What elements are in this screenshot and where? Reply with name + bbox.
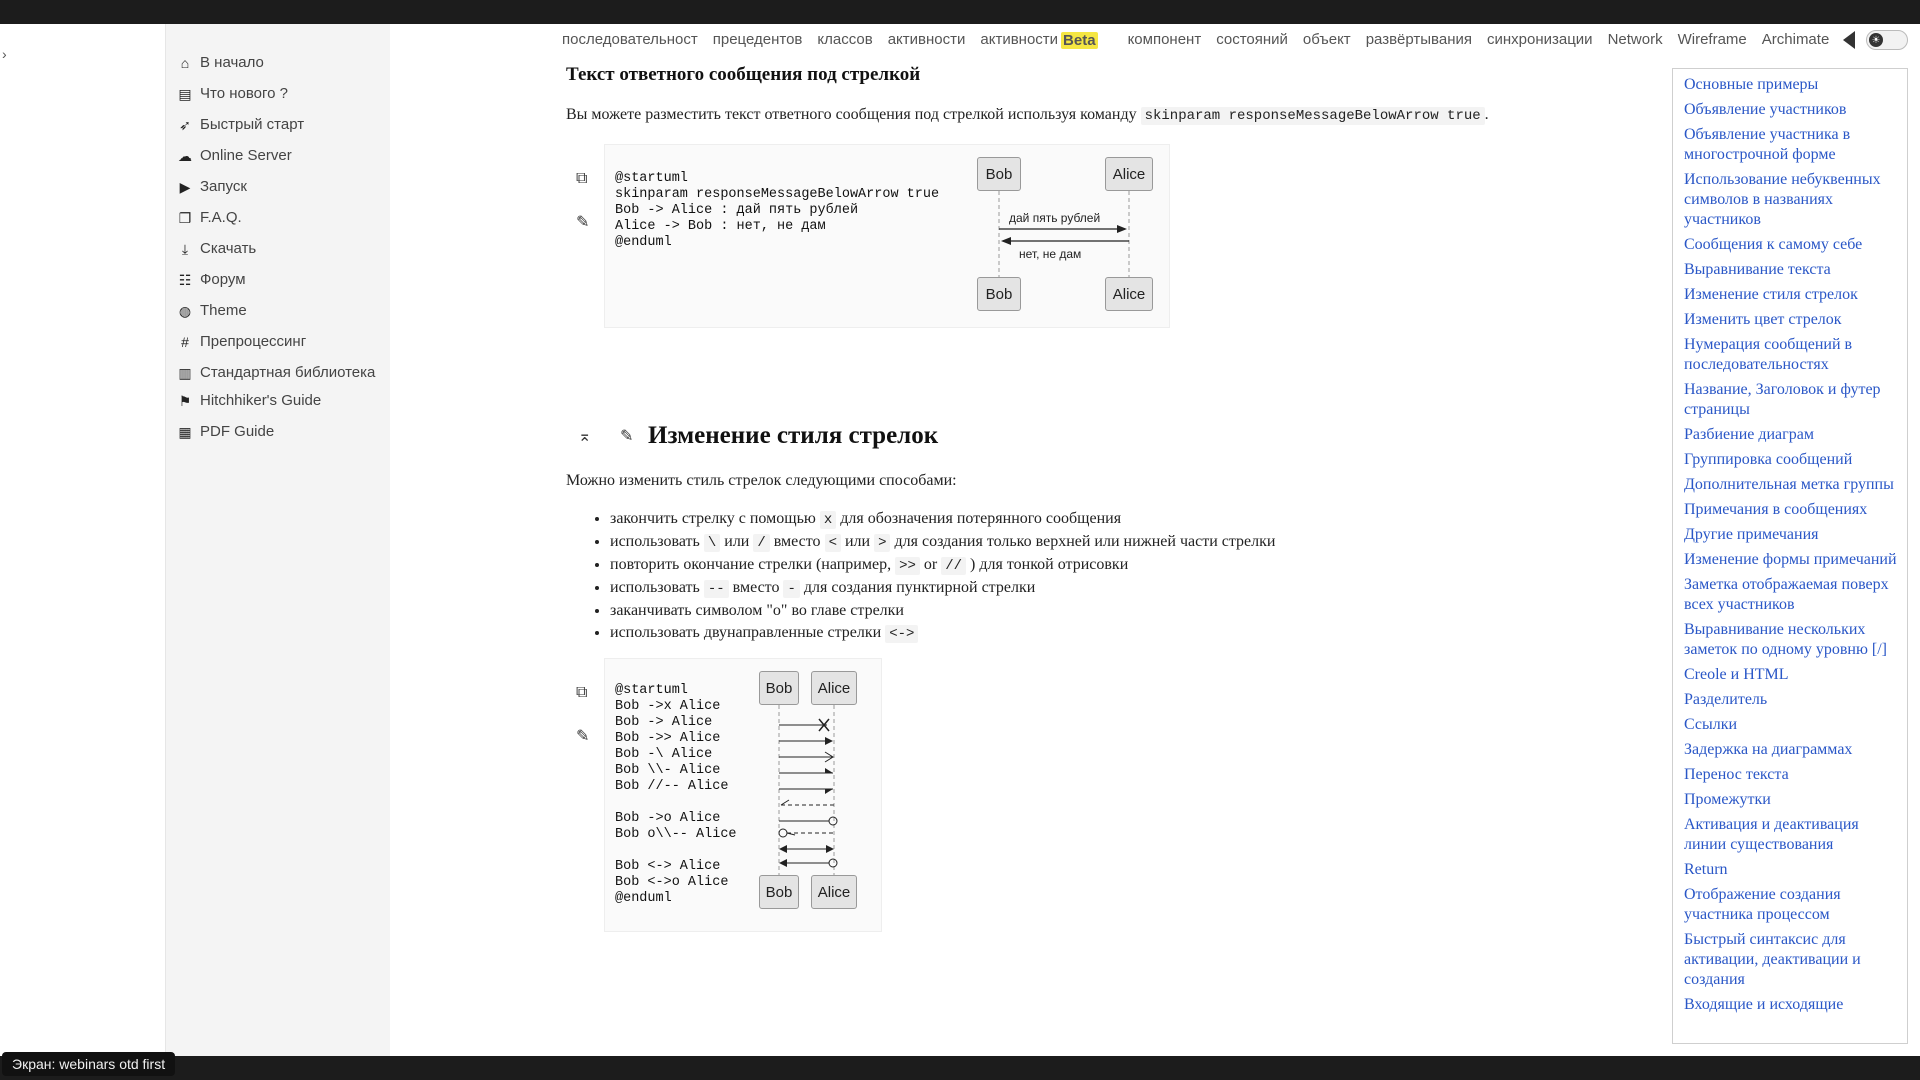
toc-link[interactable]: Выравнивание текста — [1684, 261, 1831, 278]
nav-link[interactable]: Archimate — [1761, 31, 1830, 49]
nav-link[interactable]: Wireframe — [1677, 31, 1747, 49]
sidebar-item-label: Препроцессинг — [200, 333, 307, 350]
sidebar-item[interactable] — [166, 392, 390, 410]
copy-icon[interactable]: ⧉ — [576, 168, 588, 187]
play-icon: ▶ — [179, 179, 191, 195]
nav-link[interactable]: развёртывания — [1365, 31, 1472, 49]
edit-icon[interactable]: ✎ — [576, 212, 590, 231]
diagram-type-nav — [390, 24, 1920, 56]
main-content — [390, 56, 1670, 1056]
inline-code: / — [753, 534, 769, 552]
toc-link[interactable]: Промежутки — [1684, 791, 1771, 808]
list-item: • заканчивать символом "o" во главе стрелки — [610, 600, 1275, 622]
inline-code: \ — [704, 534, 720, 552]
toc-link[interactable]: Отображение создания участника процессом — [1684, 886, 1841, 923]
toc-link[interactable]: Перенос текста — [1684, 766, 1789, 783]
chevron-right-icon[interactable]: › — [2, 46, 7, 62]
uml-source[interactable]: @startuml Bob ->x Alice Bob -> Alice Bob ->> Alice Bob -\ Alice Bob \\- Alice Bob //-- Alice Bob ->o Alice Bob o\\-- Alice Bob <-> Alice Bob <->o Alice @enduml — [615, 683, 737, 906]
sidebar-item[interactable] — [166, 147, 390, 165]
uml-source[interactable]: @startuml skinparam responseMessageBelowArrow true Bob -> Alice : дай пять рублей Alice -> Bob : нет, не дам @enduml — [615, 171, 940, 250]
screen-share-label: Экран: webinars otd first — [2, 1052, 175, 1076]
list-item: • использовать двунаправленные стрелки <-> — [610, 622, 1275, 645]
toc-link[interactable]: Другие примечания — [1684, 526, 1819, 543]
toc-link[interactable]: Заметка отображаемая поверх всех участников — [1684, 576, 1889, 613]
arrow-styles-diagram — [605, 659, 883, 933]
palette-icon: ◍ — [178, 303, 192, 319]
toc-link[interactable]: Creole и HTML — [1684, 666, 1789, 683]
sequence-lines — [605, 145, 1171, 329]
top-bar — [0, 0, 1920, 24]
nav-link[interactable]: классов — [817, 31, 873, 49]
participant-alice-bottom: Alice — [811, 875, 857, 909]
sidebar-item-label: Быстрый старт — [200, 116, 305, 133]
toc-link[interactable]: Объявление участника в многострочной форме — [1684, 126, 1851, 163]
participant-alice-top: Alice — [1105, 157, 1153, 191]
inline-code: < — [825, 534, 841, 552]
sidebar-item-label: Online Server — [200, 147, 292, 164]
sidebar-item-label: F.A.Q. — [200, 209, 242, 226]
collapse-left-icon[interactable] — [1843, 31, 1855, 49]
left-panel — [0, 24, 166, 1056]
toc-link[interactable]: Основные примеры — [1684, 76, 1819, 93]
toc-link[interactable]: Выравнивание нескольких заметок по одному уровню [/] — [1684, 621, 1887, 658]
sidebar-item[interactable] — [166, 364, 390, 382]
sidebar-item[interactable] — [166, 240, 390, 258]
participant-bob-bottom: Bob — [977, 277, 1021, 311]
toc-link[interactable]: Использование небуквенных символов в названиях участников — [1684, 171, 1881, 228]
sidebar-item[interactable] — [166, 333, 390, 351]
nav-link[interactable]: прецедентов — [712, 31, 803, 49]
sidebar — [166, 24, 390, 1056]
sidebar-item-label: Форум — [200, 271, 246, 288]
sidebar-item[interactable] — [166, 302, 390, 320]
theme-toggle[interactable] — [1866, 30, 1908, 50]
list-item: • повторить окончание стрелки (например, >> or // ) для тонкой отрисовки — [610, 554, 1275, 577]
nav-link[interactable]: объект — [1302, 31, 1351, 49]
message-label-1: дай пять рублей — [1009, 211, 1101, 225]
nav-link[interactable]: Network — [1607, 31, 1663, 49]
sidebar-item[interactable] — [166, 423, 390, 441]
inline-code: - — [783, 580, 799, 598]
nav-link[interactable]: активности Beta — [980, 31, 1096, 49]
sidebar-item[interactable] — [166, 54, 390, 72]
inline-code: -- — [704, 580, 729, 598]
sidebar-item-label: Запуск — [200, 178, 247, 195]
cloud-icon: ☁ — [178, 148, 192, 164]
nav-link[interactable]: состояний — [1216, 31, 1288, 49]
toc-link[interactable]: Разделитель — [1684, 691, 1768, 708]
inline-code: >> — [895, 557, 920, 575]
sidebar-item-label: Что нового ? — [200, 85, 288, 102]
inline-code: > — [874, 534, 890, 552]
participant-alice-bottom: Alice — [1105, 277, 1153, 311]
inline-code: x — [820, 511, 836, 529]
inline-code: <-> — [885, 625, 918, 643]
sidebar-item[interactable] — [166, 116, 390, 134]
participant-alice-top: Alice — [811, 671, 857, 705]
arrow-style-list — [594, 508, 1275, 645]
section-heading-response-message: Текст ответного сообщения под стрелкой — [566, 64, 921, 85]
toc-link[interactable]: Активация и деактивация линии существования — [1684, 816, 1859, 853]
signpost-icon: ⚑ — [178, 393, 192, 409]
sidebar-item-label: PDF Guide — [200, 423, 275, 440]
nav-link[interactable]: компонент — [1127, 31, 1202, 49]
sidebar-item-label: Theme — [200, 302, 247, 319]
chat-icon: ❐ — [178, 210, 192, 226]
sidebar-item[interactable] — [166, 85, 390, 103]
nav-link[interactable]: последовательност — [562, 31, 698, 49]
toc-link[interactable]: Изменить цвет стрелок — [1684, 311, 1842, 328]
toc-link[interactable]: Нумерация сообщений в последовательностях — [1684, 336, 1853, 373]
toc-link[interactable]: Сообщения к самому себе — [1684, 236, 1863, 253]
toc-link[interactable]: Ссылки — [1684, 716, 1738, 733]
bottom-bar — [0, 1056, 1920, 1080]
list-item: • использовать -- вместо - для создания пунктирной стрелки — [610, 577, 1275, 600]
inline-code: // — [941, 557, 966, 575]
copy-icon[interactable]: ⧉ — [576, 682, 588, 701]
toc-link[interactable]: Изменение формы примечаний — [1684, 551, 1897, 568]
toc-link[interactable]: Return — [1684, 861, 1728, 878]
table-of-contents — [1672, 68, 1908, 1044]
toc-link[interactable]: Группировка сообщений — [1684, 451, 1853, 468]
hash-icon: # — [181, 334, 189, 350]
sidebar-item[interactable] — [166, 209, 390, 227]
participant-bob-top: Bob — [759, 671, 799, 705]
sidebar-item-label: В начало — [200, 54, 264, 71]
toc-link[interactable]: Быстрый синтаксис для активации, деактивации и создания — [1684, 931, 1861, 988]
edit-section-icon[interactable]: ✎ — [620, 426, 634, 445]
nav-link[interactable]: активности — [887, 31, 966, 49]
list-item: • использовать \ или / вместо < или > для создания только верхней или нижней части стрелки — [610, 531, 1275, 554]
message-label-2: нет, не дам — [1019, 247, 1082, 261]
toc-link[interactable]: Задержка на диаграммах — [1684, 741, 1853, 758]
nav-link[interactable]: синхронизации — [1486, 31, 1593, 49]
book-icon: ▦ — [178, 424, 192, 440]
example-box — [604, 144, 1170, 328]
sidebar-item[interactable] — [166, 271, 390, 289]
forum-icon: ☷ — [178, 272, 192, 288]
edit-icon[interactable]: ✎ — [576, 726, 590, 745]
toc-link[interactable]: Входящие и исходящие — [1684, 996, 1844, 1013]
toc-link[interactable]: Объявление участников — [1684, 101, 1847, 118]
collapse-up-icon[interactable]: ⌅ — [578, 426, 592, 445]
toc-link[interactable]: Изменение стиля стрелок — [1684, 286, 1858, 303]
sidebar-item-label: Скачать — [200, 240, 257, 257]
list-item: • закончить стрелку с помощью x для обозначения потерянного сообщения — [610, 508, 1275, 531]
beta-badge: Beta — [1063, 31, 1096, 49]
section-heading-arrow-style: Изменение стиля стрелок — [648, 422, 939, 449]
toc-link[interactable]: Дополнительная метка группы — [1684, 476, 1894, 493]
inline-code: skinparam responseMessageBelowArrow true — [1141, 107, 1485, 125]
toc-link[interactable]: Разбиение диаграм — [1684, 426, 1814, 443]
example-box — [604, 658, 882, 932]
section-paragraph: Вы можете разместить текст ответного сообщения под стрелкой используя команду skinparam responseMessageBelowArrow true . — [566, 106, 1489, 124]
section-intro: Можно изменить стиль стрелок следующими способами: — [566, 472, 957, 489]
sidebar-item-label: Стандартная библиотека — [200, 364, 376, 381]
toc-link[interactable]: Название, Заголовок и футер страницы — [1684, 381, 1881, 418]
rocket-icon: ➶ — [179, 117, 191, 133]
home-icon: ⌂ — [180, 55, 190, 71]
library-icon: ▥ — [178, 365, 192, 381]
document-icon: ▤ — [178, 86, 192, 102]
sidebar-item-label: Hitchhiker's Guide — [200, 392, 322, 409]
participant-bob-top: Bob — [977, 157, 1021, 191]
sun-icon: ☀ — [1869, 33, 1883, 47]
download-icon: ⤓ — [181, 241, 189, 257]
participant-bob-bottom: Bob — [759, 875, 799, 909]
toc-link[interactable]: Примечания в сообщениях — [1684, 501, 1868, 518]
sidebar-item[interactable] — [166, 178, 390, 196]
